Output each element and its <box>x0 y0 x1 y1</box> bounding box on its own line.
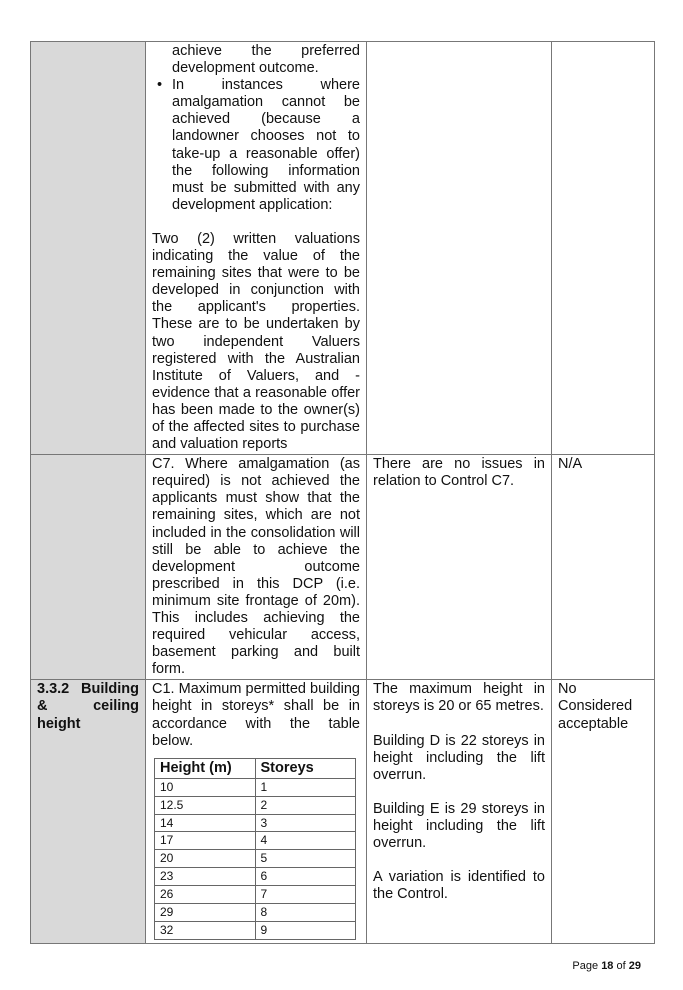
table-cell: 8 <box>255 904 356 922</box>
table-row <box>31 680 655 944</box>
comment-paragraph: A variation is identified to the Control. <box>373 869 545 903</box>
list-item: • In instances where amalgamation cannot be achieved (because a landowner chooses not to take-up a reasonable offer) the following information must be submitted with any development application: <box>172 77 360 214</box>
comment-paragraph: Building E is 29 storeys in height including the lift overrun. <box>373 800 545 852</box>
table-cell: 29 <box>155 904 256 922</box>
comment-paragraph: Building D is 22 storeys in height including the lift overrun. <box>373 732 545 783</box>
heading-cell <box>31 42 146 455</box>
list-item: achieve the preferred development outcome. <box>172 43 360 77</box>
height-storeys-table <box>154 758 356 940</box>
table-cell: 17 <box>155 832 256 850</box>
table-cell: 26 <box>155 886 256 904</box>
table-row <box>155 796 356 814</box>
table-row <box>155 886 356 904</box>
table-cell: 20 <box>155 850 256 868</box>
table-row <box>155 922 356 940</box>
table-cell: 32 <box>155 922 256 940</box>
table-cell: 3 <box>255 814 356 832</box>
heading-cell <box>31 455 146 680</box>
comment-cell <box>367 42 552 455</box>
table-cell: 12.5 <box>155 796 256 814</box>
page-footer <box>572 960 641 972</box>
of-label: of <box>616 960 626 972</box>
column-header: Storeys <box>255 758 356 778</box>
table-row <box>31 455 655 680</box>
table-cell: 9 <box>255 922 356 940</box>
control-cell <box>146 680 367 944</box>
table-row <box>155 868 356 886</box>
table-header-row <box>155 758 356 778</box>
control-paragraph: Two (2) written valuations indicating the value of the remaining sites that were to be developed in conjunction with the applicant's properties. These are to be undertaken by two independent Valuers registered with the Australian Institute of Valuers, and - evidence that a reasonable offer has been made to the owner(s) of the affected sites to purchase and valuation reports <box>152 230 360 453</box>
table-row <box>155 832 356 850</box>
control-cell: C7. Where amalgamation (as required) is not achieved the applicants must show that the remaining sites, which are not included in the consolidation will still be able to achieve the development outcome prescribed in this DCP (i.e. minimum site frontage of 20m). This includes achieving the required vehicular access, basement parking and built form. <box>146 455 367 680</box>
column-header: Height (m) <box>155 758 256 778</box>
table-row <box>31 42 655 455</box>
comment-cell: There are no issues in relation to Control C7. <box>367 455 552 680</box>
total-pages: 29 <box>628 960 641 972</box>
comment-cell <box>367 680 552 944</box>
page-number: 18 <box>601 960 614 972</box>
table-cell: 10 <box>155 778 256 796</box>
compliance-table <box>30 41 655 944</box>
comment-paragraph: The maximum height in storeys is 20 or 65 metres. <box>373 681 545 715</box>
control-paragraph: C1. Maximum permitted building height in storeys* shall be in accordance with the table below. <box>152 681 360 749</box>
table-cell: 23 <box>155 868 256 886</box>
page-label: Page <box>572 960 599 972</box>
control-cell <box>146 42 367 455</box>
table-cell: 2 <box>255 796 356 814</box>
table-cell: 1 <box>255 778 356 796</box>
section-heading: 3.3.2 Building & ceiling height <box>31 680 146 944</box>
table-row <box>155 904 356 922</box>
table-cell: 6 <box>255 868 356 886</box>
compliance-cell: N/A <box>552 455 655 680</box>
compliance-cell: No Considered acceptable <box>552 680 655 944</box>
table-cell: 14 <box>155 814 256 832</box>
table-cell: 4 <box>255 832 356 850</box>
bullet-list <box>152 43 360 214</box>
table-cell: 7 <box>255 886 356 904</box>
table-row <box>155 814 356 832</box>
table-row <box>155 850 356 868</box>
table-row <box>155 778 356 796</box>
table-cell: 5 <box>255 850 356 868</box>
compliance-cell <box>552 42 655 455</box>
